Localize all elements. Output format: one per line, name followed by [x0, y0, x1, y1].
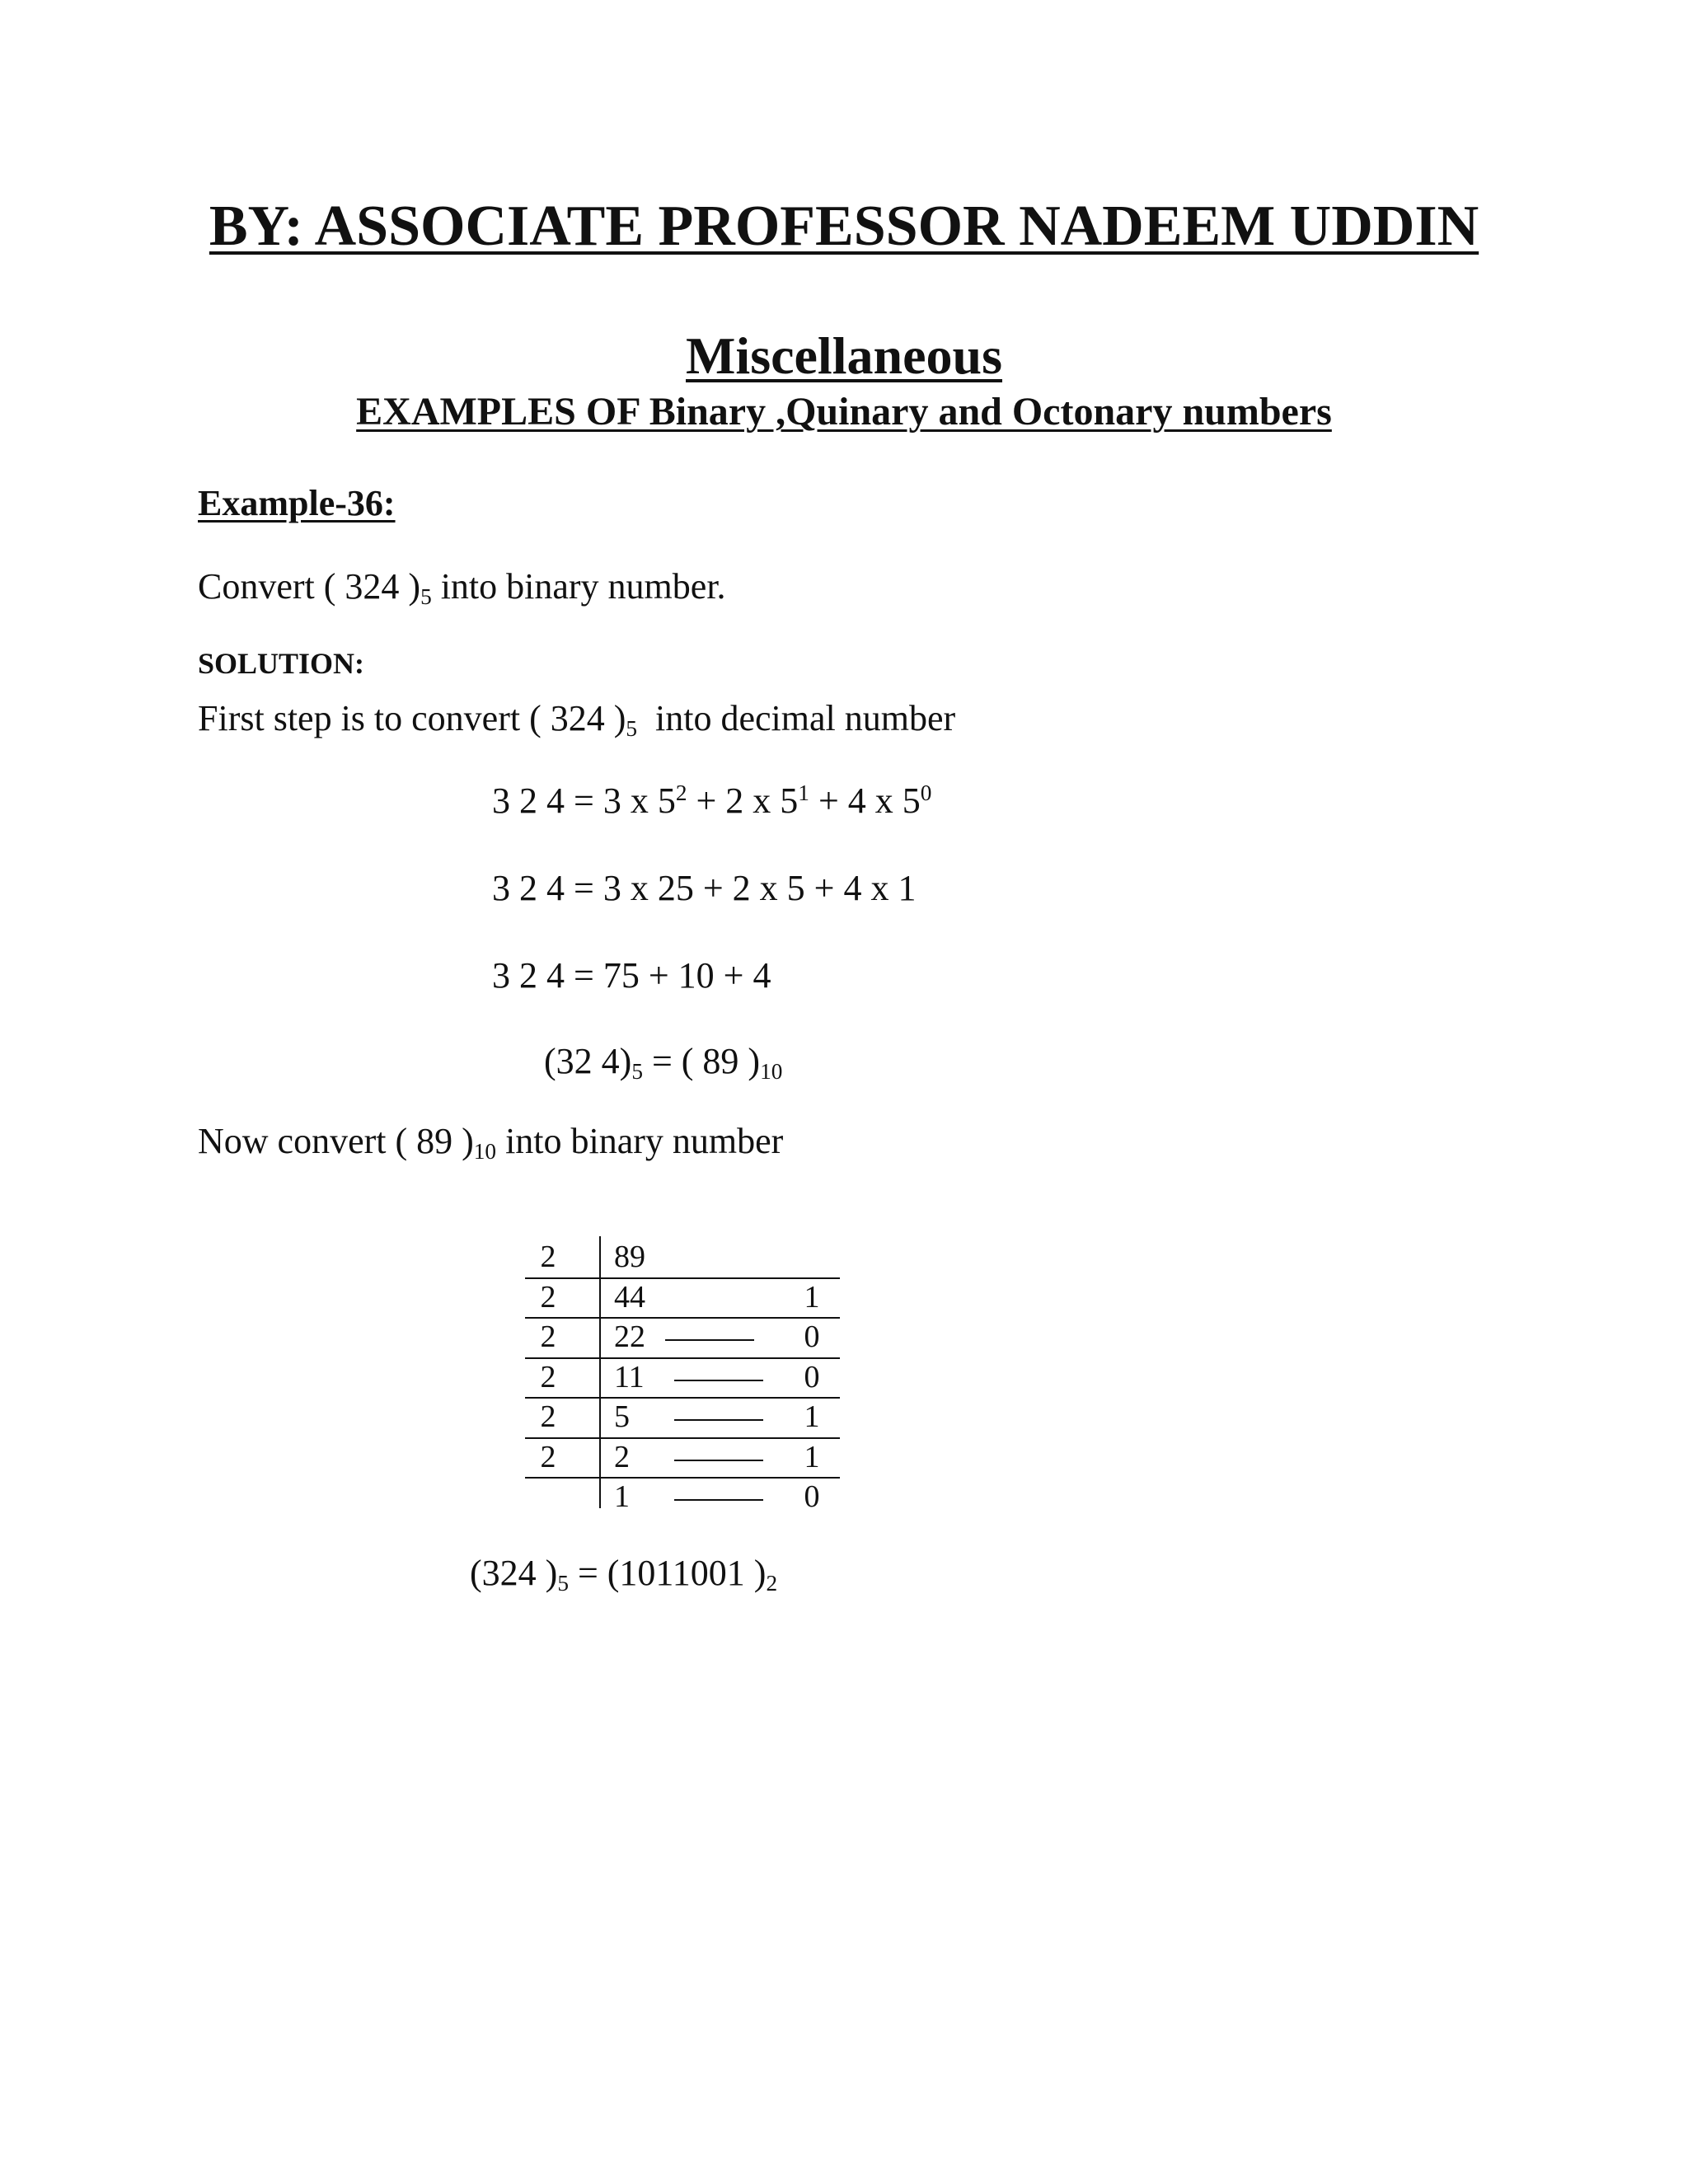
result-part-a: (324 ) [470, 1553, 558, 1593]
division-quotient: 89 [614, 1240, 645, 1274]
step-two-prefix: Now convert ( 89 ) [198, 1121, 474, 1161]
eq1-part-c: + 4 x 5 [809, 780, 921, 821]
author-line: BY: ASSOCIATE PROFESSOR NADEEM UDDIN [209, 194, 1479, 258]
page-title: Miscellaneous [686, 326, 1002, 385]
equation-sum: 3 2 4 = 75 + 10 + 4 [492, 955, 771, 996]
step-one-base: 5 [626, 715, 638, 741]
division-divisor: 2 [540, 1319, 556, 1354]
remainder-connector-line [674, 1380, 763, 1381]
result-part-c: = (1011001 ) [568, 1553, 767, 1593]
step-two-text [198, 1120, 783, 1162]
division-row-rule [525, 1437, 840, 1439]
equation-products: 3 2 4 = 3 x 25 + 2 x 5 + 4 x 1 [492, 868, 917, 908]
division-divisor: 2 [540, 1240, 556, 1274]
eq1-exp-1: 1 [798, 780, 809, 805]
remainder-connector-line [674, 1499, 763, 1501]
eq1-part-a: 3 2 4 = 3 x 5 [492, 780, 676, 821]
question-base: 5 [420, 583, 432, 609]
eq4-part-c: = ( 89 ) [642, 1041, 761, 1081]
step-one-prefix: First step is to convert ( 324 ) [198, 698, 626, 738]
division-quotient: 1 [614, 1479, 630, 1514]
equation-expansion [492, 780, 931, 822]
solution-label: SOLUTION: [198, 647, 365, 680]
division-divisor: 2 [540, 1399, 556, 1434]
eq4-base-5: 5 [631, 1058, 643, 1084]
eq1-exp-2: 2 [675, 780, 687, 805]
division-remainder: 0 [804, 1359, 820, 1394]
division-row-rule [525, 1357, 840, 1359]
division-row-rule [525, 1277, 840, 1279]
eq4-part-a: (32 4) [544, 1041, 632, 1081]
step-two-suffix: into binary number [496, 1121, 784, 1161]
step-one-text [198, 697, 955, 739]
division-divisor: 2 [540, 1359, 556, 1394]
result-base-2: 2 [766, 1570, 778, 1596]
division-quotient: 2 [614, 1439, 630, 1474]
step-two-base: 10 [473, 1138, 497, 1164]
question-prefix: Convert ( 324 ) [198, 566, 421, 607]
division-row-rule [525, 1317, 840, 1319]
eq1-exp-0: 0 [920, 780, 932, 805]
division-row-rule [525, 1477, 840, 1479]
division-quotient: 5 [614, 1399, 630, 1434]
example-question [198, 565, 726, 607]
division-quotient: 44 [614, 1279, 645, 1315]
division-remainder: 0 [804, 1319, 820, 1354]
division-remainder: 1 [804, 1439, 820, 1474]
division-row-rule [525, 1397, 840, 1399]
division-remainder: 0 [804, 1479, 820, 1514]
eq1-part-b: + 2 x 5 [687, 780, 799, 821]
eq4-base-10: 10 [760, 1058, 783, 1084]
division-quotient: 22 [614, 1319, 645, 1354]
question-suffix: into binary number. [431, 566, 726, 607]
result-base-5: 5 [557, 1570, 569, 1596]
division-divisor: 2 [540, 1279, 556, 1315]
division-remainder: 1 [804, 1279, 820, 1315]
division-quotient: 11 [614, 1359, 645, 1394]
remainder-connector-line [674, 1460, 763, 1461]
step-one-suffix: into decimal number [637, 698, 956, 738]
division-divisor: 2 [540, 1439, 556, 1474]
final-result [470, 1552, 777, 1594]
example-heading: Example-36: [198, 483, 396, 523]
equation-decimal-result [544, 1040, 782, 1082]
remainder-connector-line [674, 1419, 763, 1421]
remainder-connector-line [665, 1339, 754, 1341]
page-subtitle: EXAMPLES OF Binary ,Quinary and Octonary numbers [356, 390, 1332, 434]
division-remainder: 1 [804, 1399, 820, 1434]
